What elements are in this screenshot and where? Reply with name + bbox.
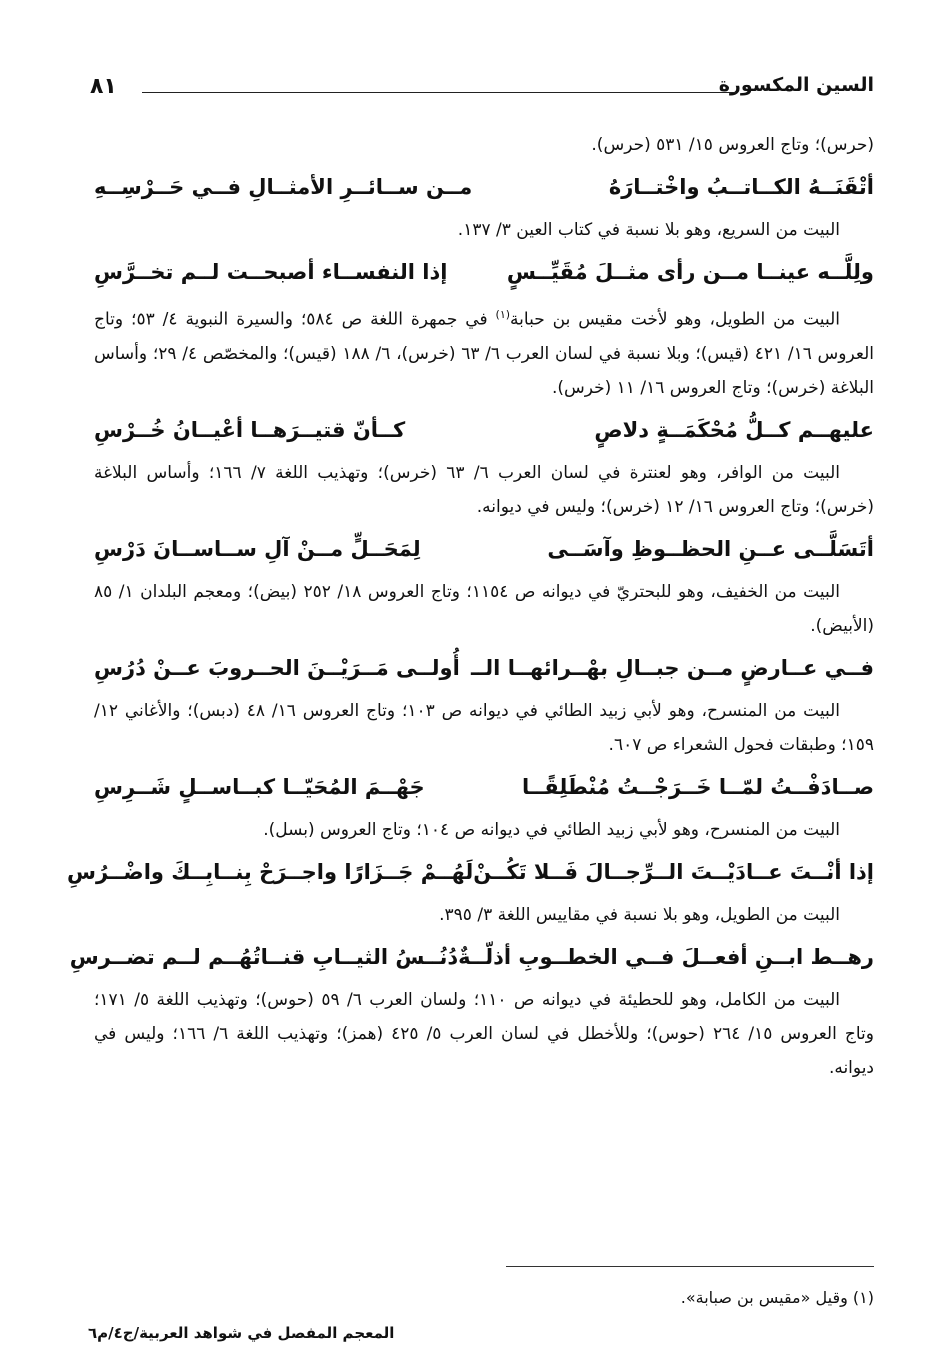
verse-second-hemistich: كــأنّ قتيــرَهــا أعْيــانُ خُــرْسِ	[94, 417, 406, 442]
verse-line	[94, 648, 874, 688]
note-text: في جمهرة اللغة ص ٥٨٤؛ والسيرة النبوية ٤/ ٥٣؛ وتاج العروس ١٦/ ٤٢١ (قيس)؛ وبلا نسبة في لسان العرب ٦/ ٦٣ (خرس)، ٦/ ١٨٨ (قيس)؛ والمخصّص ٤/ ٢٩؛ وأساس البلاغة (خرس)؛ وتاج العروس ١٦/ ١١ (خرس).	[94, 309, 874, 398]
verse-second-hemistich: لَهُــمْ جَــزَارًا واجــرَحْ بِنــابِــكَ واضْــرُسِ	[67, 859, 474, 884]
verse-first-hemistich: صــادَفْــتُ لمّــا خَــرَجْــتُ مُنْطَلِقًــا	[521, 774, 874, 799]
verse-note: البيت من الخفيف، وهو للبحتريّ في ديوانه ص ١١٥٤؛ وتاج العروس ١٨/ ٢٥٢ (بيض)؛ ومعجم البلدان ١/ ٨٥ (الأبيض).	[94, 581, 874, 636]
verse-note: البيت من السريع، وهو بلا نسبة في كتاب العين ٣/ ١٣٧.	[457, 220, 840, 240]
verse-note	[94, 298, 874, 405]
verse-first-hemistich: رهــط ابــنِ أفعــلَ فــي الخطــوبِ أذلّــةٌ	[458, 944, 874, 969]
verse-note: البيت من الطويل، وهو بلا نسبة في مقاييس اللغة ٣/ ٣٩٥.	[439, 904, 840, 925]
chapter-title: السين المكسورة	[718, 74, 874, 96]
verse-line	[67, 852, 874, 892]
verse-first-hemistich: ولِلَّــه عينــا مــن رأى مثــلَ مُقَيِّــسٍ	[506, 260, 874, 284]
verse-note: البيت من المنسرح، وهو لأبي زبيد الطائي في ديوانه ص ١٠٣؛ وتاج العروس ١٦/ ٤٨ (دبس)؛ والأغاني ١٢/ ١٥٩؛ وطبقات فحول الشعراء ص ٦٠٧.	[94, 700, 874, 755]
header-rule	[142, 92, 736, 93]
footnote-marker[interactable]: (١)	[495, 308, 511, 321]
book-signature-footer: المعجم المفصل في شواهد العربية/ج٤/م٦	[88, 1324, 395, 1342]
verse-note: البيت من الوافر، وهو لعنترة في لسان العرب ٦/ ٦٣ (خرس)؛ وتهذيب اللغة ٧/ ١٦٦؛ وأساس البلاغة (خرس)؛ وتاج العروس ١٦/ ١٢ (خرس)؛ وليس في ديوانه.	[94, 462, 874, 517]
continued-note: (حرس)؛ وتاج العروس ١٥/ ٥٣١ (حرس).	[591, 135, 874, 155]
verse-line	[94, 167, 874, 207]
verse-second-hemistich: أُولــى مَــرَيْــنَ الحــروبَ عــنْ دُرُسِ	[94, 655, 460, 680]
verse-line	[94, 767, 874, 807]
note-text: البيت من الطويل، وهو لأخت مقيس بن حبابة	[510, 309, 840, 330]
page-number: ٨١	[90, 74, 117, 99]
verse-line	[69, 937, 874, 977]
running-header	[90, 72, 874, 112]
verse-second-hemistich: إذا النفســاء أصبحــت لــم تخــرَّسِ	[94, 260, 448, 284]
verse-note: البيت من الكامل، وهو للحطيئة في ديوانه ص ١١٠؛ ولسان العرب ٦/ ٥٩ (حوس)؛ وتهذيب اللغة ٥/ ١٧١؛ وتاج العروس ١٥/ ٢٦٤ (حوس)؛ وللأخطل في لسان العرب ٥/ ٤٢٥ (همز)؛ وتهذيب اللغة ٦/ ١٦٦؛ وليس في ديوانه.	[94, 989, 874, 1078]
verse-second-hemistich: لِمَحَــلٍّ مــنْ آلِ ســاســانَ دَرْسِ	[94, 536, 421, 561]
verse-second-hemistich: مــن ســائــرِ الأمثــالِ فــي حَــرْسِــهِ	[94, 175, 473, 199]
verse-line	[94, 252, 874, 292]
verse-first-hemistich: أتْقَنَــهُ الكــاتــبُ واخْتــارَهُ	[608, 175, 874, 199]
page-body	[67, 128, 874, 1085]
verse-first-hemistich: عليهــم كــلُّ مُحْكَمَــةٍ دلاصٍ	[594, 417, 874, 442]
verse-first-hemistich: فــي عــارضٍ مــن جبــالِ بهْــرائهــا الــ	[470, 655, 874, 680]
footnote: (١) وقيل «مقيس بن صبابة».	[680, 1288, 874, 1307]
verse-first-hemistich: إذا أنْــتَ عــادَيْــتَ الــرِّجــالَ فَــلا تَكُــنْ	[473, 859, 874, 884]
verse-second-hemistich: جَهْــمَ المُحَيّــا كبــاســلٍ شَــرِسِ	[94, 774, 425, 799]
footnote-rule	[506, 1266, 874, 1267]
verse-first-hemistich: أتَسَلَّــى عــنِ الحظــوظِ وآسَــى	[547, 536, 874, 561]
verse-note: البيت من المنسرح، وهو لأبي زبيد الطائي في ديوانه ص ١٠٤؛ وتاج العروس (بسل).	[263, 819, 840, 840]
verse-line	[94, 410, 874, 450]
verse-second-hemistich: دُنُــسُ الثيــابِ قنــاتُهُــم لــم تضــرسِ	[69, 944, 459, 969]
verse-line	[94, 529, 874, 569]
